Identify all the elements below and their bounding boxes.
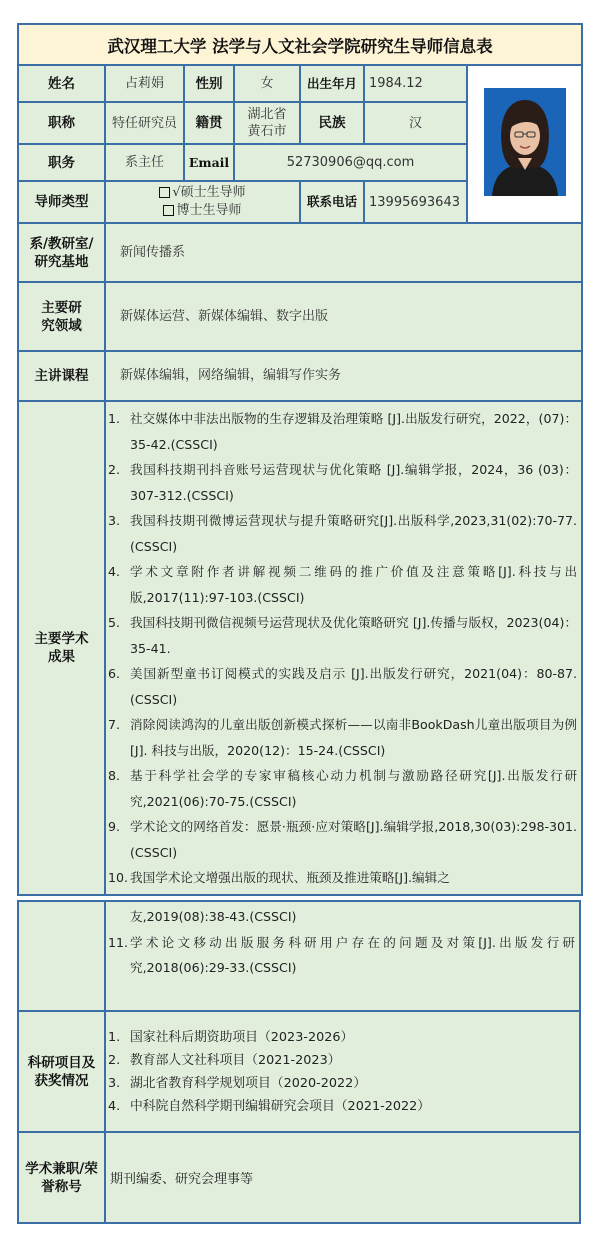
supervisor-type-value bbox=[105, 181, 300, 223]
list-item-number: 4. bbox=[108, 564, 121, 579]
list-item bbox=[106, 1095, 579, 1118]
list-item bbox=[106, 661, 581, 712]
name-label: 姓名 bbox=[18, 65, 105, 102]
projects-label: 科研项目及获奖情况 bbox=[18, 1011, 105, 1132]
gender-label: 性别 bbox=[184, 65, 234, 102]
achievements-continued-label bbox=[18, 901, 105, 1011]
table-page-1 bbox=[17, 23, 581, 894]
email-label: Email bbox=[184, 144, 234, 181]
list-item bbox=[106, 1072, 579, 1095]
list-item-text: 学术文章附作者讲解视频二维码的推广价值及注意策略[J].科技与出版,2017(11):97-103.(CSSCI) bbox=[130, 564, 578, 605]
courses-value: 新媒体编辑，网络编辑，编辑写作实务 bbox=[105, 351, 582, 401]
table-page-2 bbox=[17, 900, 581, 1222]
supervisor-type-label: 导师类型 bbox=[18, 181, 105, 223]
photo-cell bbox=[467, 65, 582, 223]
checkbox-icon bbox=[163, 205, 174, 216]
list-item-text: 我国科技期刊抖音账号运营现状与优化策略 [J].编辑学报，2024，36 (03)：307-312.(CSSCI) bbox=[130, 462, 578, 503]
phd-supervisor-option: 博士生导师 bbox=[106, 202, 299, 220]
projects-list bbox=[106, 1026, 579, 1118]
list-item bbox=[106, 1026, 579, 1049]
title-value: 特任研究员 bbox=[105, 102, 184, 144]
list-item-number: 7. bbox=[108, 717, 121, 732]
achievements-cell bbox=[105, 401, 582, 895]
list-item-text: 基于科学社会学的专家审稿核心动力机制与激励路径研究[J].出版发行研究,2021(06):70-75.(CSSCI) bbox=[130, 768, 578, 809]
research-value: 新媒体运营、新媒体编辑、数字出版 bbox=[105, 282, 582, 351]
list-item bbox=[106, 712, 581, 763]
list-item-text: 湖北省教育科学规划项目（2020-2022） bbox=[130, 1075, 367, 1091]
achievements-continued-cell bbox=[105, 901, 580, 1011]
title-label: 职称 bbox=[18, 102, 105, 144]
list-item-number: 5. bbox=[108, 615, 121, 630]
list-item-text: 友,2019(08):38-43.(CSSCI) bbox=[130, 909, 297, 924]
list-item-text: 教育部人文社科项目（2021-2023） bbox=[130, 1052, 341, 1068]
projects-cell bbox=[105, 1011, 580, 1132]
list-item bbox=[106, 559, 581, 610]
list-item bbox=[106, 763, 581, 814]
list-item-text: 消除阅读鸿沟的儿童出版创新模式探析——以南非BookDash儿童出版项目为例 [J]. 科技与出版，2020(12)：15-24.(CSSCI) bbox=[130, 717, 578, 758]
honors-label: 学术兼职/荣誉称号 bbox=[18, 1132, 105, 1223]
research-label: 主要研究领域 bbox=[18, 282, 105, 351]
courses-label: 主讲课程 bbox=[18, 351, 105, 401]
list-item-number: 9. bbox=[108, 819, 121, 834]
list-item-text: 我国学术论文增强出版的现状、瓶颈及推进策略[J].编辑之 bbox=[130, 870, 450, 885]
list-item bbox=[106, 457, 581, 508]
list-item-text: 学术论文移动出版服务科研用户存在的问题及对策[J].出版发行研究,2018(06):29-33.(CSSCI) bbox=[130, 934, 575, 975]
phone-value: 13995693643 bbox=[364, 181, 467, 223]
list-item-number: 4. bbox=[108, 1098, 121, 1114]
list-item-number: 2. bbox=[108, 1052, 121, 1068]
position-value: 系主任 bbox=[105, 144, 184, 181]
ethnicity-value: 汉 bbox=[364, 102, 467, 144]
list-item bbox=[106, 930, 579, 981]
name-value: 占莉娟 bbox=[105, 65, 184, 102]
list-item-number: 1. bbox=[108, 411, 121, 426]
list-item bbox=[106, 610, 581, 661]
list-item-text: 我国科技期刊微博运营现状与提升策略研究[J].出版科学,2023,31(02):70-77.(CSSCI) bbox=[130, 513, 578, 554]
list-item-number bbox=[106, 904, 130, 930]
achievements-label: 主要学术成果 bbox=[18, 401, 105, 895]
email-value: 52730906@qq.com bbox=[234, 144, 467, 181]
list-item bbox=[106, 406, 581, 457]
origin-label: 籍贯 bbox=[184, 102, 234, 144]
list-item-number: 3. bbox=[108, 1075, 121, 1091]
list-item bbox=[106, 1049, 579, 1072]
portrait-photo bbox=[484, 88, 566, 196]
list-item-text: 国家社科后期资助项目（2023-2026） bbox=[130, 1029, 354, 1045]
department-label: 系/教研室/研究基地 bbox=[18, 223, 105, 282]
list-item bbox=[106, 904, 579, 930]
origin-value: 湖北省黄石市 bbox=[234, 102, 300, 144]
list-item-text: 社交媒体中非法出版物的生存逻辑及治理策略 [J].出版发行研究，2022，(07)：35-42.(CSSCI) bbox=[130, 411, 578, 452]
list-item-text: 学术论文的网络首发：愿景·瓶颈·应对策略[J].编辑学报,2018,30(03):298-301.(CSSCI) bbox=[130, 819, 578, 860]
department-value: 新闻传播系 bbox=[105, 223, 582, 282]
list-item-number: 3. bbox=[108, 513, 121, 528]
info-table bbox=[17, 23, 583, 896]
list-item-text: 我国科技期刊微信视频号运营现状及优化策略研究 [J].传播与版权，2023(04)：35-41. bbox=[130, 615, 578, 656]
list-item-number: 10. bbox=[108, 870, 129, 885]
achievements-list bbox=[106, 406, 581, 891]
list-item-text: 中科院自然科学期刊编辑研究会项目（2021-2022） bbox=[130, 1098, 431, 1114]
page-title: 武汉理工大学 法学与人文社会学院研究生导师信息表 bbox=[18, 24, 582, 65]
portrait-icon bbox=[484, 88, 566, 196]
list-item-number: 8. bbox=[108, 768, 121, 783]
list-item-number: 11. bbox=[108, 934, 129, 950]
birth-value: 1984.12 bbox=[364, 65, 467, 102]
position-label: 职务 bbox=[18, 144, 105, 181]
honors-value: 期刊编委、研究会理事等 bbox=[105, 1132, 580, 1223]
list-item bbox=[106, 814, 581, 865]
list-item-number: 2. bbox=[108, 462, 121, 477]
list-item-number: 1. bbox=[108, 1029, 121, 1045]
list-item-number: 6. bbox=[108, 666, 121, 681]
list-item bbox=[106, 865, 581, 891]
master-supervisor-option: √硕士生导师 bbox=[106, 184, 299, 202]
birth-label: 出生年月 bbox=[300, 65, 364, 102]
phone-label: 联系电话 bbox=[300, 181, 364, 223]
achievements-list-continued bbox=[106, 904, 579, 981]
ethnicity-label: 民族 bbox=[300, 102, 364, 144]
info-table-continued bbox=[17, 900, 581, 1224]
list-item-text: 美国新型童书订阅模式的实践及启示 [J].出版发行研究，2021(04)：80-87.(CSSCI) bbox=[130, 666, 578, 707]
gender-value: 女 bbox=[234, 65, 300, 102]
list-item bbox=[106, 508, 581, 559]
checkbox-icon bbox=[159, 187, 170, 198]
